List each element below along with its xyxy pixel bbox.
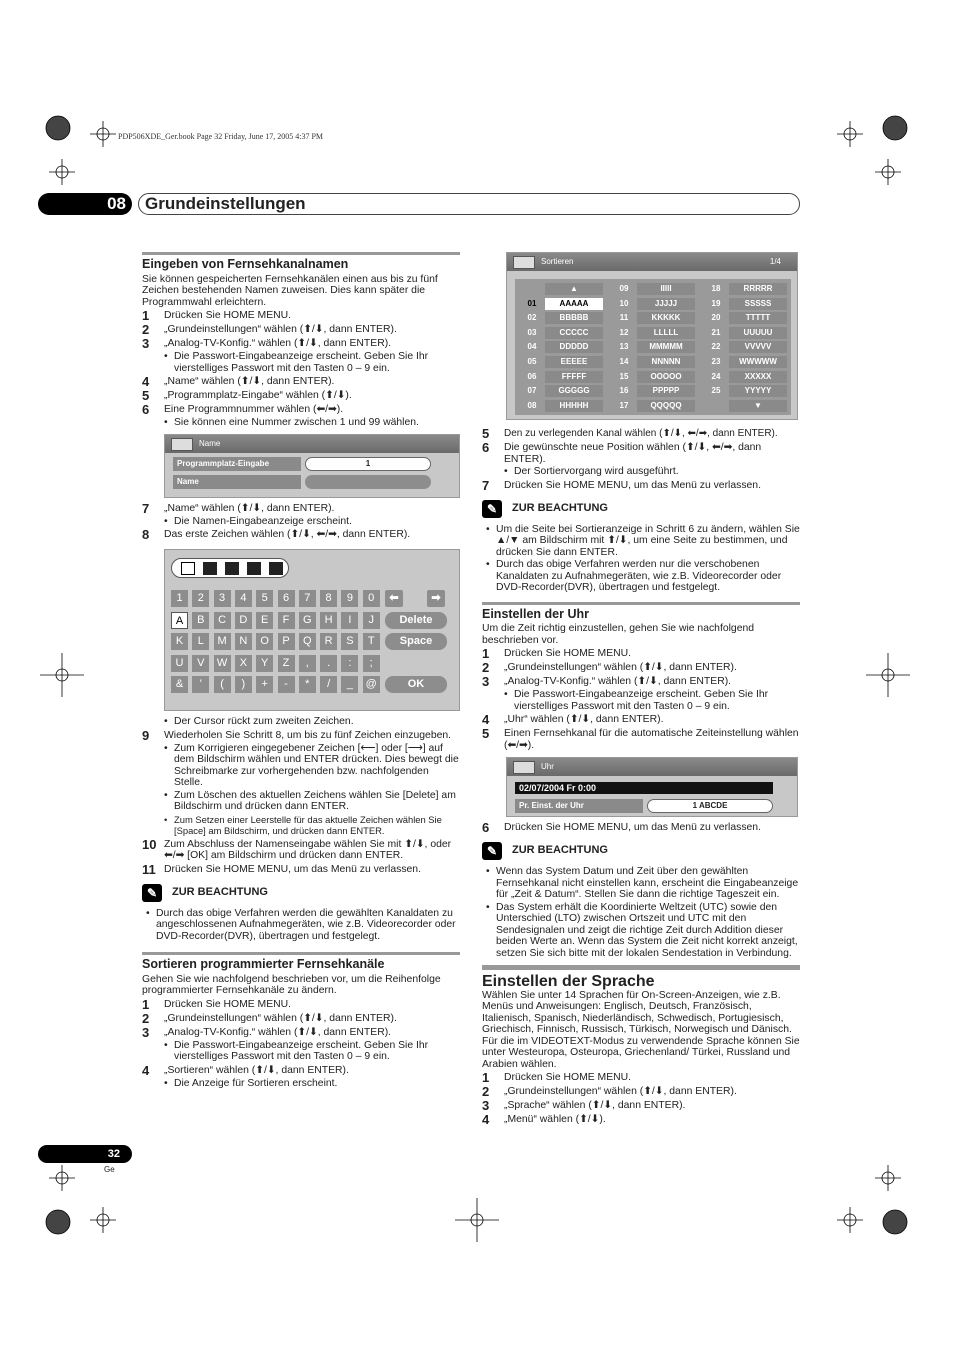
sort-channel-cell[interactable]: YYYYY <box>729 385 787 397</box>
bullet: • Der Cursor rückt zum zweiten Zeichen. <box>164 716 354 727</box>
sort-channel-cell[interactable]: HHHHH <box>545 400 603 412</box>
sort-osd <box>506 252 798 420</box>
clock-channel-value[interactable]: 1 ABCDE <box>647 799 773 813</box>
step: 7 „Name“ wählen (⬆/⬇, dann ENTER). <box>142 500 335 516</box>
sort-channel-cell[interactable]: IIIII <box>637 283 695 295</box>
keyboard-key[interactable]: G <box>299 612 316 629</box>
step: 11 Drücken Sie HOME MENU, um das Menü zu verlassen. <box>142 861 421 877</box>
step: 5 „Programmplatz-Eingabe“ wählen (⬆/⬇). <box>142 388 352 403</box>
section-title-language: Einstellen der Sprache <box>482 973 655 990</box>
bullet: • Die Anzeige für Sortieren erscheint. <box>164 1077 338 1089</box>
sort-channel-cell[interactable]: GGGGG <box>545 385 603 397</box>
keyboard-key[interactable]: H <box>320 612 337 629</box>
char-slot <box>247 562 261 575</box>
keyboard-key[interactable]: 2 <box>192 590 209 607</box>
step: 5 Einen Fernsehkanal für die automatische Zeiteinstellung wählen (⬅/➡). <box>482 726 799 751</box>
step: 4 „Sortieren“ wählen (⬆/⬇, dann ENTER). <box>142 1062 349 1078</box>
right-column <box>482 252 800 1126</box>
keyboard-key[interactable]: 5 <box>256 590 273 607</box>
keyboard-key[interactable]: : <box>341 655 358 672</box>
keyboard-key[interactable]: ; <box>363 655 380 672</box>
sort-slot-number: 08 <box>527 400 537 410</box>
keyboard-key[interactable]: ' <box>192 676 209 693</box>
step: 10 Zum Abschluss der Namenseingabe wählen Sie mit ⬆/⬇, oder ⬅/➡ [OK] am Bildschirm und drücken dann ENTER. <box>142 836 452 861</box>
note-heading: ✎ ZUR BEACHTUNG <box>142 884 460 902</box>
note-heading: ✎ ZUR BEACHTUNG <box>482 500 800 518</box>
keyboard-key[interactable]: ) <box>235 676 252 693</box>
keyboard-key[interactable]: B <box>192 612 209 629</box>
keyboard-key[interactable]: . <box>320 655 337 672</box>
menu-icon <box>513 761 535 774</box>
keyboard-key[interactable]: U <box>171 655 188 672</box>
keyboard-key[interactable]: F <box>278 612 295 629</box>
step: 3 „Analog-TV-Konfig.“ wählen (⬆/⬇, dann ENTER). <box>142 1024 392 1040</box>
keyboard-key[interactable]: , <box>299 655 316 672</box>
sort-channel-cell[interactable]: FFFFF <box>545 371 603 383</box>
keyboard-key[interactable]: E <box>256 612 273 629</box>
sort-slot-number: 13 <box>619 342 629 352</box>
sort-channel-cell[interactable]: DDDDD <box>545 341 603 353</box>
sort-slot-number: 21 <box>711 327 721 337</box>
sort-slot-number: 06 <box>527 371 537 381</box>
sort-channel-cell[interactable]: ▼ <box>729 400 787 412</box>
bullet: • Die Passwort-Eingabeanzeige erscheint. Geben Sie Ihr vierstelliges Passwort mit den Tasten 0 – 9 ein. <box>164 351 429 374</box>
bullet: • Zum Löschen des aktuellen Zeichens wählen Sie [Delete] am Bildschirm und drücken dann ENTER. <box>164 789 456 812</box>
name-field[interactable] <box>305 475 431 489</box>
sort-channel-cell[interactable]: XXXXX <box>729 371 787 383</box>
keyboard-key[interactable]: L <box>192 633 209 650</box>
char-slot <box>269 562 283 575</box>
keyboard-key[interactable]: 8 <box>320 590 337 607</box>
keyboard-key[interactable]: _ <box>341 676 358 693</box>
sort-channel-cell[interactable]: CCCCC <box>545 327 603 339</box>
sort-channel-cell[interactable]: QQQQQ <box>637 400 695 412</box>
datetime-display: 02/07/2004 Fr 0:00 <box>515 782 773 794</box>
note-bullet: • Um die Seite bei Sortieranzeige in Schritt 6 zu ändern, wählen Sie ▲/▼ am Bildschirm mit ⬆/⬇, um eine Seite zu bestimmen, und drücken Sie dann ENTER. <box>486 523 800 558</box>
chapter-title: Grundeinstellungen <box>145 194 306 213</box>
section-rule <box>142 252 460 255</box>
keyboard-key[interactable]: X <box>235 655 252 672</box>
step: 6 Drücken Sie HOME MENU, um das Menü zu verlassen. <box>482 820 761 835</box>
sort-slot-number: 25 <box>711 386 721 396</box>
sort-slot-number: 24 <box>711 371 721 381</box>
page-indicator: 1/4 <box>769 257 781 266</box>
section-intro: Gehen Sie wie nachfolgend beschrieben vor, um die Reihenfolge programmierter Fernsehkanäle zu ändern. <box>142 973 441 996</box>
keyboard-key[interactable]: & <box>171 676 188 693</box>
keyboard-key[interactable]: C <box>214 612 231 629</box>
sort-channel-cell[interactable]: SSSSS <box>729 298 787 310</box>
keyboard-key[interactable]: Q <box>299 633 316 650</box>
keyboard-key[interactable]: Y <box>256 655 273 672</box>
osd-header: Sortieren 1/4 <box>507 253 797 271</box>
note-icon: ✎ <box>482 500 502 518</box>
sort-channel-cell[interactable]: OOOOO <box>637 371 695 383</box>
step: 5 Den zu verlegenden Kanal wählen (⬆/⬇, ⬅/➡, dann ENTER). <box>482 426 778 441</box>
section-rule <box>482 965 800 970</box>
keyboard-key[interactable]: 3 <box>214 590 231 607</box>
keyboard-osd <box>164 549 460 711</box>
sort-channel-cell[interactable]: UUUUU <box>729 327 787 339</box>
sort-channel-cell[interactable]: PPPPP <box>637 385 695 397</box>
name-osd <box>164 434 460 498</box>
step: 1 Drücken Sie HOME MENU. <box>142 308 292 323</box>
keyboard-key[interactable]: 4 <box>235 590 252 607</box>
keyboard-key[interactable]: I <box>341 612 358 629</box>
keyboard-key[interactable]: / <box>320 676 337 693</box>
sort-slot-number: 03 <box>527 327 537 337</box>
sort-slot-number: 01 <box>527 298 537 308</box>
char-slot <box>225 562 239 575</box>
char-slot <box>203 562 217 575</box>
keyboard-key[interactable]: - <box>278 676 295 693</box>
note-icon: ✎ <box>482 842 502 860</box>
step: 6 Eine Programmnummer wählen (⬅/➡). <box>142 402 344 417</box>
note-icon: ✎ <box>142 884 162 902</box>
sort-slot-number: 10 <box>619 298 629 308</box>
keyboard-key[interactable]: W <box>214 655 231 672</box>
section-intro: Wählen Sie unter 14 Sprachen für On-Screen-Anzeigen, wie z.B. Menüs und Anweisungen: Englisch, Deutsch, Französisch, Italienisch, Spanisch, Niederländisch, Schwedisch, Portugiesisch, Griechisch, Finnisch, Russisch, Türkisch, Norwegisch und Dänisch. <box>482 989 792 1035</box>
step: 2 „Grundeinstellungen“ wählen (⬆/⬇, dann ENTER). <box>482 660 737 675</box>
bullet: • Die Passwort-Eingabeanzeige erscheint. Geben Sie Ihr vierstelliges Passwort mit den Tasten 0 – 9 ein. <box>164 1039 429 1062</box>
section-intro: Um die Zeit richtig einzustellen, gehen Sie wie nachfolgend beschrieben vor. <box>482 623 755 646</box>
step: 4 „Uhr“ wählen (⬆/⬇, dann ENTER). <box>482 712 664 727</box>
char-slot <box>181 562 195 575</box>
keyboard-key[interactable]: 9 <box>341 590 358 607</box>
bullet: • Die Namen-Eingabeanzeige erscheint. <box>164 515 352 527</box>
bullet: • Sie können eine Nummer zwischen 1 und 99 wählen. <box>164 417 419 428</box>
sort-slot-number: 20 <box>711 313 721 323</box>
name-label: Name <box>173 475 301 489</box>
keyboard-key[interactable]: D <box>235 612 252 629</box>
cursor-right-key[interactable]: ➡ <box>427 590 445 607</box>
keyboard-key[interactable]: @ <box>363 676 380 693</box>
sort-slot-number: 17 <box>619 400 629 410</box>
bullet: • Zum Setzen einer Leerstelle für das aktuelle Zeichen wählen Sie [Space] am Bildschirm, und drücken dann ENTER. <box>164 813 442 836</box>
ok-key[interactable]: OK <box>385 676 447 693</box>
chapter-number: 08 <box>38 193 132 215</box>
keyboard-key[interactable]: O <box>256 633 273 650</box>
keyboard-key[interactable]: M <box>214 633 231 650</box>
step: 9 Wiederholen Sie Schritt 8, um bis zu fünf Zeichen einzugeben. <box>142 727 452 743</box>
sort-slot-number: 22 <box>711 342 721 352</box>
keyboard-key[interactable]: P <box>278 633 295 650</box>
clock-channel-label: Pr. Einst. der Uhr <box>515 799 643 813</box>
keyboard-key[interactable]: N <box>235 633 252 650</box>
sort-slot-number: 14 <box>619 357 629 366</box>
step: 6 Die gewünschte neue Position wählen (⬆/⬇, ⬅/➡, dann ENTER). <box>482 440 762 465</box>
step: 3 „Analog-TV-Konfig.“ wählen (⬆/⬇, dann ENTER). <box>482 674 732 689</box>
sort-channel-cell[interactable]: JJJJJ <box>637 298 695 310</box>
sort-slot-number: 15 <box>619 371 629 381</box>
file-info: PDP506XDE_Ger.book Page 32 Friday, June 17, 2005 4:37 PM <box>118 132 324 141</box>
sort-slot-number: 11 <box>619 313 629 323</box>
step: 8 Das erste Zeichen wählen (⬆/⬇, ⬅/➡, dann ENTER). <box>142 527 411 542</box>
step: 2 „Grundeinstellungen“ wählen (⬆/⬇, dann ENTER). <box>142 1010 397 1026</box>
keyboard-key[interactable]: R <box>320 633 337 650</box>
osd-header: Name <box>165 435 459 453</box>
note-bullet: • Das System erhält die Koordinierte Weltzeit (UTC) sowie den Unterschied (LTO) zwischen Ortszeit und UTC mit den Sendesignalen und zeigt die richtige Zeit durch Addition dieser beiden Werte an. Wenn das System die Zeit nicht korrekt anzeigt, setzen Sie sich bitte mit der lokalen Sendestation in Verbindung. <box>486 901 798 959</box>
sort-slot-number: 02 <box>527 313 537 323</box>
note-bullet: • Durch das obige Verfahren werden nur die verschobenen Kanaldaten zu Aufnahmegeräten, wie z.B. Videorecorder oder DVD-Recorder(DVR), übertragen und festgelegt. <box>486 559 782 593</box>
step: 4 „Menü“ wählen (⬆/⬇). <box>482 1112 606 1127</box>
menu-icon <box>513 256 535 269</box>
section-title-clock: Einstellen der Uhr <box>482 606 589 621</box>
space-key[interactable]: Space <box>385 633 447 650</box>
sort-channel-cell[interactable]: NNNNN <box>637 356 695 368</box>
sort-grid <box>515 279 791 415</box>
section-rule <box>142 952 460 955</box>
sort-channel-cell[interactable]: TTTTT <box>729 312 787 324</box>
sort-slot-number: 09 <box>619 284 629 293</box>
sort-channel-cell[interactable]: AAAAA <box>545 298 603 310</box>
sort-slot-number: 23 <box>711 357 721 366</box>
step: 2 „Grundeinstellungen“ wählen (⬆/⬇, dann ENTER). <box>482 1084 737 1099</box>
section-rule <box>482 602 800 605</box>
page-number: 32 <box>38 1145 132 1163</box>
bullet: • Die Passwort-Eingabeanzeige erscheint. Geben Sie Ihr vierstelliges Passwort mit den Tasten 0 – 9 ein. <box>504 689 769 712</box>
section-intro: Für die im VIDEOTEXT-Modus zu verwendende Sprache können Sie unter Westeuropa, Osteuropa, Griechenland/ Türkei, Russland und Arabien wählen. <box>482 1035 800 1070</box>
programmplatz-label: Programmplatz-Eingabe <box>173 457 301 471</box>
keyboard-key[interactable]: Z <box>278 655 295 672</box>
note-bullet: • Durch das obige Verfahren werden die gewählten Kanaldaten zu angeschlossenen Aufnahmegeräten, wie z.B. Videorecorder oder DVD-Recorder(DVR), übertragen und festgelegt. <box>146 907 456 942</box>
language-code: Ge <box>104 1165 115 1174</box>
step: 3 „Sprache“ wählen (⬆/⬇, dann ENTER). <box>482 1098 686 1113</box>
sort-channel-cell[interactable]: EEEEE <box>545 356 603 368</box>
bullet: • Zum Korrigieren eingegebener Zeichen [⟵] oder [⟶] auf dem Bildschirm wählen und ENTER drücken. Dies bewegt die Schreibmarke zur vorhergehenden bzw. nachfolgenden Stelle. <box>164 742 459 788</box>
keyboard-key[interactable]: A <box>171 612 188 629</box>
keyboard-key[interactable]: 7 <box>299 590 316 607</box>
delete-key[interactable]: Delete <box>385 612 447 629</box>
keyboard-key[interactable]: S <box>341 633 358 650</box>
keyboard-key[interactable]: K <box>171 633 188 650</box>
step: 1 Drücken Sie HOME MENU. <box>142 996 292 1012</box>
sort-channel-cell[interactable]: ▲ <box>545 283 603 295</box>
sort-slot-number: 19 <box>711 298 721 308</box>
left-column <box>142 252 460 1089</box>
keyboard-key[interactable]: + <box>256 676 273 693</box>
osd-header: Uhr <box>507 758 797 776</box>
clock-osd <box>506 757 798 817</box>
sort-channel-cell[interactable]: MMMMM <box>637 341 695 353</box>
sort-channel-cell[interactable]: KKKKK <box>637 312 695 324</box>
step: 1 Drücken Sie HOME MENU. <box>482 1070 632 1085</box>
keyboard-key[interactable]: ( <box>214 676 231 693</box>
cursor-left-key[interactable]: ⬅ <box>385 590 403 607</box>
section-title-names: Eingeben von Fernsehkanalnamen <box>142 257 349 271</box>
sort-slot-number: 18 <box>711 284 721 293</box>
sort-slot-number: 16 <box>619 386 629 396</box>
section-title-sort: Sortieren programmierter Fernsehkanäle <box>142 957 385 971</box>
keyboard-key[interactable]: 6 <box>278 590 295 607</box>
bullet: • Der Sortiervorgang wird ausgeführt. <box>504 466 679 477</box>
sort-slot-number: 07 <box>527 386 537 396</box>
keyboard-key[interactable]: * <box>299 676 316 693</box>
keyboard-key[interactable]: V <box>192 655 209 672</box>
sort-slot-number: 12 <box>619 327 629 337</box>
step: 7 Drücken Sie HOME MENU, um das Menü zu verlassen. <box>482 477 761 493</box>
keyboard-key[interactable]: 1 <box>171 590 188 607</box>
menu-icon <box>171 438 193 451</box>
sort-channel-cell[interactable]: LLLLL <box>637 327 695 339</box>
note-bullet: • Wenn das System Datum und Zeit über den gewählten Fernsehkanal nicht einstellen kann, erscheint die Eingabeanzeige für „Zeit & Datum“. Stellen Sie dann die richtige Tageszeit ein. <box>486 866 799 900</box>
step: 1 Drücken Sie HOME MENU. <box>482 646 632 661</box>
programmplatz-value[interactable]: 1 <box>305 457 431 471</box>
step: 2 „Grundeinstellungen“ wählen (⬆/⬇, dann ENTER). <box>142 322 397 337</box>
sort-channel-cell[interactable]: BBBBB <box>545 312 603 324</box>
sort-channel-cell[interactable]: RRRRR <box>729 283 787 295</box>
keyboard-key[interactable]: 0 <box>363 590 380 607</box>
sort-channel-cell[interactable]: VVVVV <box>729 341 787 353</box>
keyboard-key[interactable]: T <box>363 633 380 650</box>
step: 4 „Name“ wählen (⬆/⬇, dann ENTER). <box>142 374 335 389</box>
step: 3 „Analog-TV-Konfig.“ wählen (⬆/⬇, dann ENTER). <box>142 336 392 351</box>
note-heading: ✎ ZUR BEACHTUNG <box>482 842 800 860</box>
sort-slot-number: 04 <box>527 342 537 352</box>
section-intro: Sie können gespeicherten Fernsehkanälen einen aus bis zu fünf Zeichen bestehenden Namen zuweisen. Dies kann später die Programmwahl erleichtern. <box>142 273 438 308</box>
sort-channel-cell[interactable]: WWWWW <box>729 356 787 368</box>
keyboard-key[interactable]: J <box>363 612 380 629</box>
sort-slot-number: 05 <box>527 357 537 366</box>
